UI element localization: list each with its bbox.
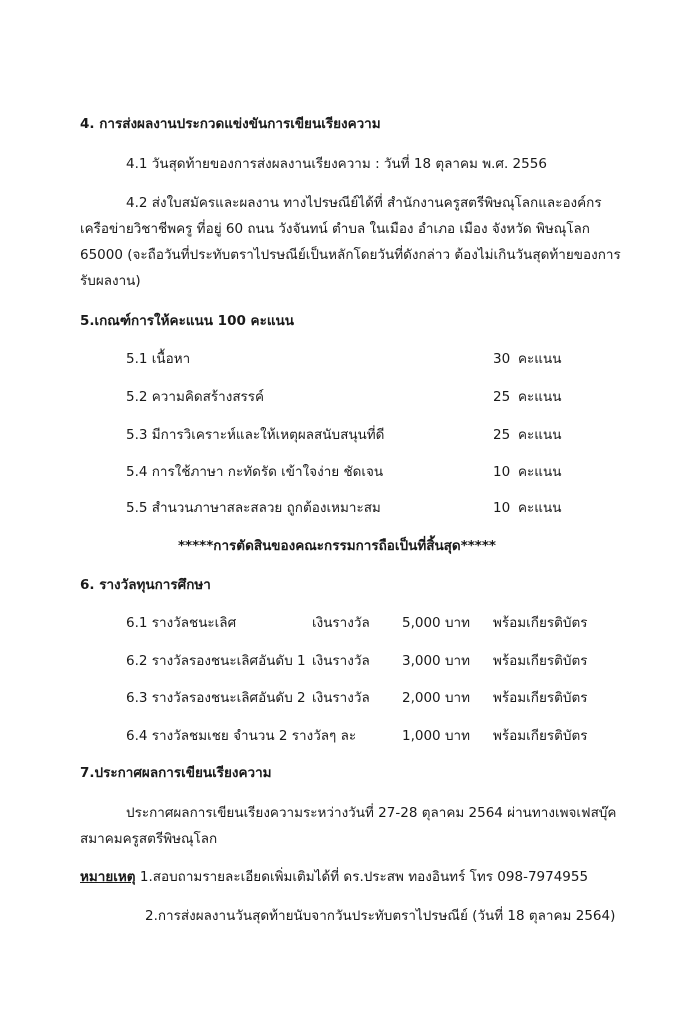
score-unit: คะแนน <box>518 351 562 367</box>
note-line-2: 2.การส่งผลงานวันสุดท้ายนับจากวันประทับตราไปรษณีย์ (วันที่ 18 ตุลาคม 2564) <box>145 908 616 924</box>
note-line-1 <box>80 868 588 886</box>
note-text-1: 1.สอบถามรายละเอียดเพิ่มเติมได้ที่ ดร.ประสพ ทองอินทร์ โทร 098-7974955 <box>135 869 589 885</box>
score-row <box>0 499 673 517</box>
section-7-line-2: สมาคมครูสตรีพิษณุโลก <box>80 831 218 847</box>
score-unit: คะแนน <box>518 389 562 405</box>
score-label: 5.5 สำนวนภาษาสละสลวย ถูกต้องเหมาะสม <box>126 500 381 516</box>
section-4-2-line-1: 4.2 ส่งใบสมัครและผลงาน ทางไปรษณีย์ได้ที่ สำนักงานครูสตรีพิษณุโลกและองค์กร <box>126 195 602 211</box>
prize-label: 6.1 รางวัลชนะเลิศ <box>126 615 237 631</box>
score-value: 25 <box>493 389 511 405</box>
score-value: 10 <box>493 500 511 516</box>
prize-extra: พร้อมเกียรติบัตร <box>493 728 588 744</box>
score-row <box>0 350 673 368</box>
score-unit: คะแนน <box>518 464 562 480</box>
section-4-heading: 4. การส่งผลงานประกวดแข่งขันการเขียนเรียงความ <box>80 116 381 132</box>
score-value: 30 <box>493 351 511 367</box>
prize-row <box>0 614 673 632</box>
score-row <box>0 463 673 481</box>
prize-amount: 1,000 บาท <box>402 728 470 744</box>
section-5-heading: 5.เกณฑ์การให้คะแนน 100 คะแนน <box>80 313 294 329</box>
score-unit: คะแนน <box>518 500 562 516</box>
section-4-2-line-2: เครือข่ายวิชาชีพครู ที่อยู่ 60 ถนน วังจันทน์ ตำบล ในเมือง อำเภอ เมือง จังหวัด พิษณุโลก <box>80 221 590 237</box>
prize-extra: พร้อมเกียรติบัตร <box>493 615 588 631</box>
section-6-heading: 6. รางวัลทุนการศึกษา <box>80 577 211 593</box>
prize-extra: พร้อมเกียรติบัตร <box>493 690 588 706</box>
score-row <box>0 426 673 444</box>
prize-amount: 2,000 บาท <box>402 690 470 706</box>
prize-label: 6.2 รางวัลรองชนะเลิศอันดับ 1 <box>126 653 306 669</box>
score-label: 5.1 เนื้อหา <box>126 351 191 367</box>
score-label: 5.4 การใช้ภาษา กะทัดรัด เข้าใจง่าย ชัดเจน <box>126 464 384 480</box>
prize-row <box>0 727 673 745</box>
score-value: 10 <box>493 464 511 480</box>
score-label: 5.2 ความคิดสร้างสรรค์ <box>126 389 265 405</box>
prize-money-label: เงินรางวัล <box>312 615 370 631</box>
prize-amount: 5,000 บาท <box>402 615 470 631</box>
section-4-1-text: 4.1 วันสุดท้ายของการส่งผลงานเรียงความ : วันที่ 18 ตุลาคม พ.ศ. 2556 <box>126 156 547 172</box>
prize-row <box>0 652 673 670</box>
section-7-line-1: ประกาศผลการเขียนเรียงความระหว่างวันที่ 27-28 ตุลาคม 2564 ผ่านทางเพจเฟสบุ๊ค <box>126 805 617 821</box>
score-unit: คะแนน <box>518 427 562 443</box>
note-label: หมายเหตุ <box>80 869 136 885</box>
prize-label: 6.4 รางวัลชมเชย จำนวน 2 รางวัลๆ ละ <box>126 728 357 744</box>
score-label: 5.3 มีการวิเคราะห์และให้เหตุผลสนับสนุนที่ดี <box>126 427 385 443</box>
prize-money-label: เงินรางวัล <box>312 653 370 669</box>
score-value: 25 <box>493 427 511 443</box>
section-7-heading: 7.ประกาศผลการเขียนเรียงความ <box>80 765 272 781</box>
prize-label: 6.3 รางวัลรองชนะเลิศอันดับ 2 <box>126 690 306 706</box>
prize-amount: 3,000 บาท <box>402 653 470 669</box>
section-4-2-line-4: รับผลงาน) <box>80 273 141 289</box>
judging-final-note: *****การตัดสินของคณะกรรมการถือเป็นที่สิ้นสุด***** <box>178 538 496 554</box>
section-4-2-line-3: 65000 (จะถือวันที่ประทับตราไปรษณีย์เป็นหลักโดยวันที่ดังกล่าว ต้องไม่เกินวันสุดท้ายของการ <box>80 247 621 263</box>
score-row <box>0 388 673 406</box>
prize-row <box>0 689 673 707</box>
prize-money-label: เงินรางวัล <box>312 690 370 706</box>
prize-extra: พร้อมเกียรติบัตร <box>493 653 588 669</box>
